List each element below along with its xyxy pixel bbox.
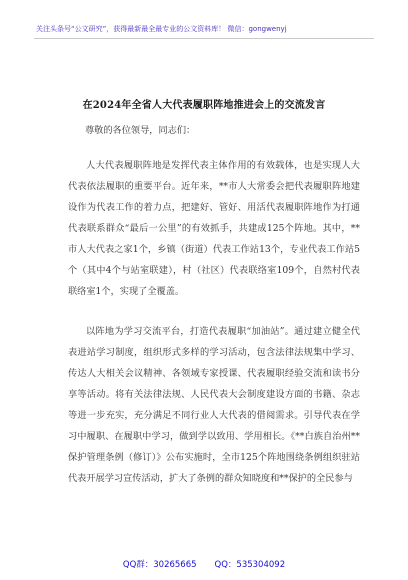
body-paragraph-1: 人大代表履职阵地是发挥代表主体作用的有效载体，也是实现人大代表依法履职的重要平台。近年来，**市人大常委会把代表履职阵地建设作为代表工作的着力点，把建好、管好、用活代表履职阵地作为打通代表联系群众“最后一公里”的有效抓手，共建成125个阵地。其中，**市人大代表之家1个，乡镇（街道）代表工作站13个，专业代表工作站5个（其中4个与站室联建），村（社区）代表联络室109个，自然村代表联络室1个，实现了全覆盖。 xyxy=(68,160,360,297)
header-promo-note: 关注头条号“公文研究”，获得最新最全最专业的公文资料库！ 微信：gongwenyj xyxy=(36,25,287,33)
footer-qq-group: QQ群：30265665 xyxy=(122,560,197,570)
header-divider xyxy=(34,38,374,39)
salutation: 尊敬的各位领导，同志们： xyxy=(85,125,196,136)
document-title: 在2024年全省人大代表履职阵地推进会上的交流发言 xyxy=(82,100,326,111)
body-paragraph-2: 以阵地为学习交流平台，打造代表履职“加油站”。通过建立健全代表进站学习制度，组织形式多样的学习活动，包含法律法规集中学习、传达人大相关会议精神、各领域专家授课、代表履职经验交流和读书分享等活动。将有关法律法规、人民代表大会制度建设方面的书籍、杂志等进一步充实，充分满足不同行业人大代表的借阅需求。引导代表在学习中履职、在履职中学习，做到学以致用、学用相长。《**白族自治州**保护管理条例（修订）》公布实施时，全市125个阵地围绕条例组织驻站代表开展学习宣传活动，扩大了条例的群众知晓度和**保护的全民参与 xyxy=(68,326,360,484)
footer-contact xyxy=(0,558,408,570)
footer-qq: QQ：535304092 xyxy=(214,560,286,570)
